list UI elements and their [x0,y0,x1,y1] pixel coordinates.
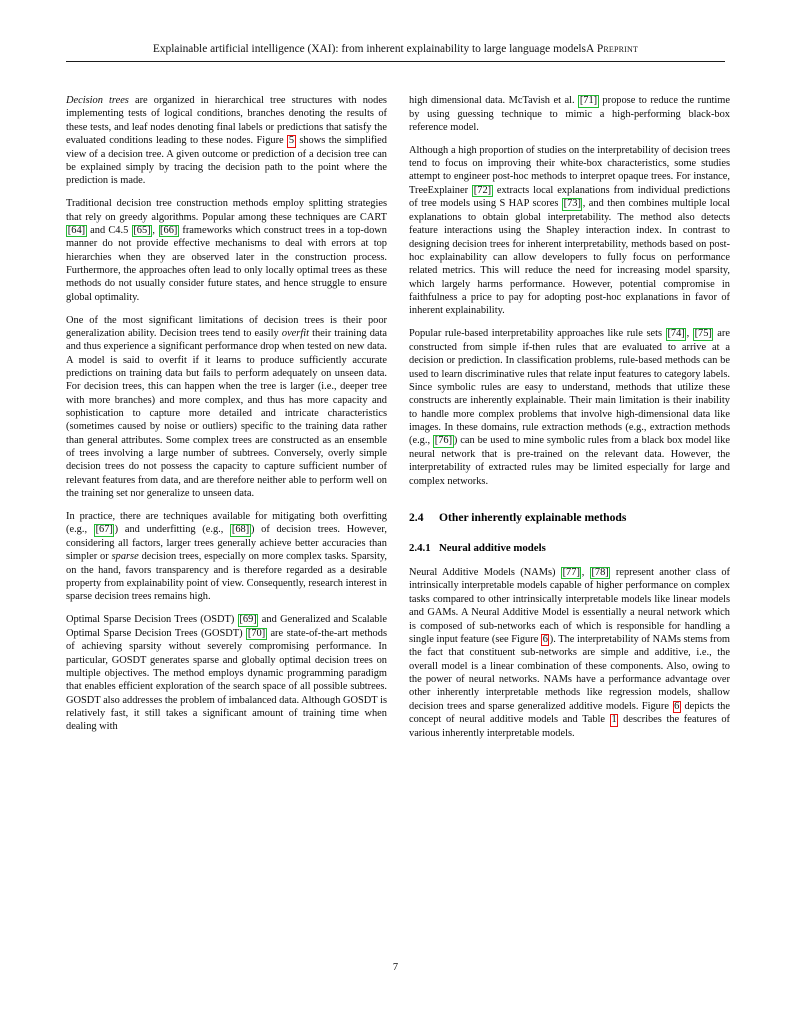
body-text: depicts the concept of neural additive models and Table [409,700,730,726]
running-header-preprint: A Preprint [586,43,639,55]
body-text: Popular rule-based interpretability approaches like rule sets [409,328,666,340]
figure-reference-link[interactable]: 6 [674,700,680,712]
running-header-line [66,42,725,56]
citation-link[interactable]: [64] [67,224,86,236]
citation-link[interactable]: [67] [95,524,113,536]
right-column-top-paragraphs [409,94,730,488]
body-text: are state-of-the-art methods of achieving sparsity without severely compromising performance. In particular, GOSDT generates sparse and globally optimal decision trees on multiple objectives. The method employs dynamic programming paradigm that enables efficient exploration of the search space of all possible subtrees. GOSDT also addresses the problem of imbalanced data. Although GOSDT is relatively fast, it still takes a significant amount of training time when dealing with [66,627,387,733]
citation-link[interactable]: [69] [239,614,257,626]
citation-link[interactable]: [74] [667,328,685,340]
body-text: extracts local explanations from individual predictions of tree models using S HAP scores [409,184,731,210]
paragraph-lead-term: Decision trees [66,95,129,106]
body-text: , [581,566,590,578]
subsection-title: Neural additive models [439,541,546,554]
body-text: ). The interpretability of NAMs stems from the fact that constituent sub-networks are simple and additive, i.e., the overall model is a linear combination of these components. Also, owing to the power of neural networks. NAMs have a performance advantage over other inherently interpretable methods like regression models, shallow decision trees and sparse generalized additive models. Figure [409,633,730,712]
body-text: ) of decision trees. However, considering all factors, larger trees generally achieve better accuracies than simpler or [66,524,387,563]
paragraph-generalization-limits [66,314,387,501]
body-text: Although a high proportion of studies on the interpretability of decision trees tend to focus on improving their white-box characteristics, some studies attempt to engineer post-hoc methods to interpret opaque trees. For instance, TreeExplainer [409,144,730,196]
running-header [66,42,725,64]
body-text: are organized in hierarchical tree structures with nodes implementing tests of logical conditions, branches denoting the results of these tests, and leaf nodes denoting final labels or predictions that satisfy the evaluated conditions leading to these nodes. Figure [66,95,387,147]
section-title: Other inherently explainable methods [439,510,627,524]
figure-reference-link[interactable]: 1 [611,714,617,726]
citation-link[interactable]: [68] [231,524,250,536]
section-number: 2.4 [409,510,424,524]
body-text: describes the features of various inherently interpretable models. [409,714,730,739]
body-text: , [686,328,693,340]
citation-link[interactable]: [65] [133,224,151,236]
paragraph-rule-based [409,327,730,488]
body-text: In practice, there are techniques available for mitigating both overfitting (e.g., [66,510,387,536]
body-text: their training data and thus experience a significant performance drop when tested on new data. A model is said to overfit if it learns to produce sufficiently accurate predictions on training data but fails to perform adequately on unseen data. For decision trees, this can happen when the tree is larger (i.e., deeper tree with more branches) and more complex, and thus has more capacity and sophistication to capture more detailed and intricate characteristics (sometimes caused by noise or outliers) specific to the training data rather than general attributes. Some complex trees are constructed as an ensemble of trees involving a large number of subtrees. Conversely, overly simple decision trees do not possess the capacity to capture sufficient number of relevant features from data, and are therefore neither able to perform well on the training set nor generalize to unseen data. [66,328,388,500]
body-text: and Generalized and Scalable Optimal Sparse Decision Trees (GOSDT) [66,614,387,639]
citation-link[interactable]: [73] [563,198,581,210]
citation-link[interactable]: [76] [434,435,453,447]
citation-link[interactable]: [77] [562,566,580,578]
body-text: Traditional decision tree construction methods employ splitting strategies that rely on greedy algorithms. Popular among these techniques are CART [66,198,387,223]
body-text: shows the simplified view of a decision tree. A given outcome or prediction of a decision tree can be explained simply by tracing the decision path to the point where the prediction is made. [66,135,387,187]
paragraph-mctavish-runtime [409,94,730,134]
body-text: Neural Additive Models (NAMs) [409,566,561,578]
figure-reference-link[interactable]: 6 [542,633,548,645]
body-text: propose to reduce the runtime by using guessing technique to mimic a high-performing black-box reference model. [409,95,730,133]
paragraph-decision-trees-intro [66,94,387,188]
body-text: One of the most significant limitations of decision trees is their poor generalization ability. Decision trees tend to easily [66,314,387,339]
header-divider [66,61,725,62]
right-column [409,94,730,740]
paragraph-post-hoc-trees [409,144,730,318]
paragraph-mitigation-practice [66,510,387,604]
citation-link[interactable]: [75] [694,328,712,340]
body-text: are constructed from simple if-then rules that are evaluated to arrive at a decision or prediction. In classification problems, rule-based methods can be used to learn discriminative rules that relate input features to category labels. Since symbolic rules are easy to understand, methods that utilize these constructs are inherently explainable. Their main limitation is their inability to handle more complex problems that involve high-dimensional data like images. In these domains, rule extraction methods (e.g., extraction methods (e.g., [409,328,730,447]
body-text: frameworks which construct trees in a top-down manner do not provide effective mechanisms to deal with errors at top hierarchies when they are observed later in the construction process. Furthermore, the approaches often lead to only locally optimal trees as these methods do not usually consider future states, and hence struggle to ensure global optimality. [66,224,387,303]
subsection-number: 2.4.1 [409,541,431,554]
section-heading-2-4 [409,511,730,525]
citation-link[interactable]: [78] [591,566,609,578]
emphasis-text: sparse [111,551,139,563]
body-text: ) and underfitting (e.g., [114,524,231,536]
citation-link[interactable]: [70] [247,627,266,639]
figure-reference-link[interactable]: 5 [288,135,295,147]
left-column [66,94,387,740]
body-columns [66,94,730,740]
paragraph-osdt-gosdt [66,613,387,734]
body-text: , and then combines multiple local explanations to obtain global interpretability. The method also detects feature interactions using the Shapley interaction index. In contrast to designing decision trees for inherent interpretability, methods based on post-hoc explainability can allow developers to fully focus on performance related metrics. This will reduce the need for increasing model sparsity, which largely harms performance. However, potential compromise in faithfulness a price to pay for adopting post-hoc explanations in favor of inherent explainability. [409,198,731,317]
citation-link[interactable]: [66] [160,224,178,236]
page-number: 7 [392,962,399,973]
paragraph-nams [409,566,730,740]
running-header-title: Explainable artificial intelligence (XAI): from inherent explainability to large language models [152,43,586,55]
body-text: ) can be used to mine symbolic rules from a black box model like neural network that is pre-trained on the relevant data. However, the interpretability of extracted rules may be limited especially for large and complex networks. [409,435,730,487]
citation-link[interactable]: [71] [579,95,598,106]
body-text: and C4.5 [86,224,132,236]
body-text: Optimal Sparse Decision Trees (OSDT) [66,614,238,626]
body-text: decision trees, especially on more complex tasks. Sparsity, on the hand, favors transparency and is therefore regarded as a desirable property from explainability point of view. Consequently, research interest in sparse decision trees remains high. [66,551,387,603]
subsection-heading-2-4-1 [409,542,730,555]
body-text: , [152,224,159,236]
body-text: represent another class of intrinsically interpretable models capable of higher performance on complex tasks compared to other intrinsically interpretable models like linear models and GAMs. A Neural Additive Model is essentially a neural network which is composed of sub-networks each of which is responsible for handling a single input feature (see Figure [409,566,730,645]
paragraph-traditional-construction [66,197,387,304]
right-column-bottom-paragraphs [409,566,730,740]
body-text: high dimensional data. McTavish et al. [409,95,579,106]
citation-link[interactable]: [72] [473,184,492,196]
emphasis-text: overfit [281,328,309,339]
